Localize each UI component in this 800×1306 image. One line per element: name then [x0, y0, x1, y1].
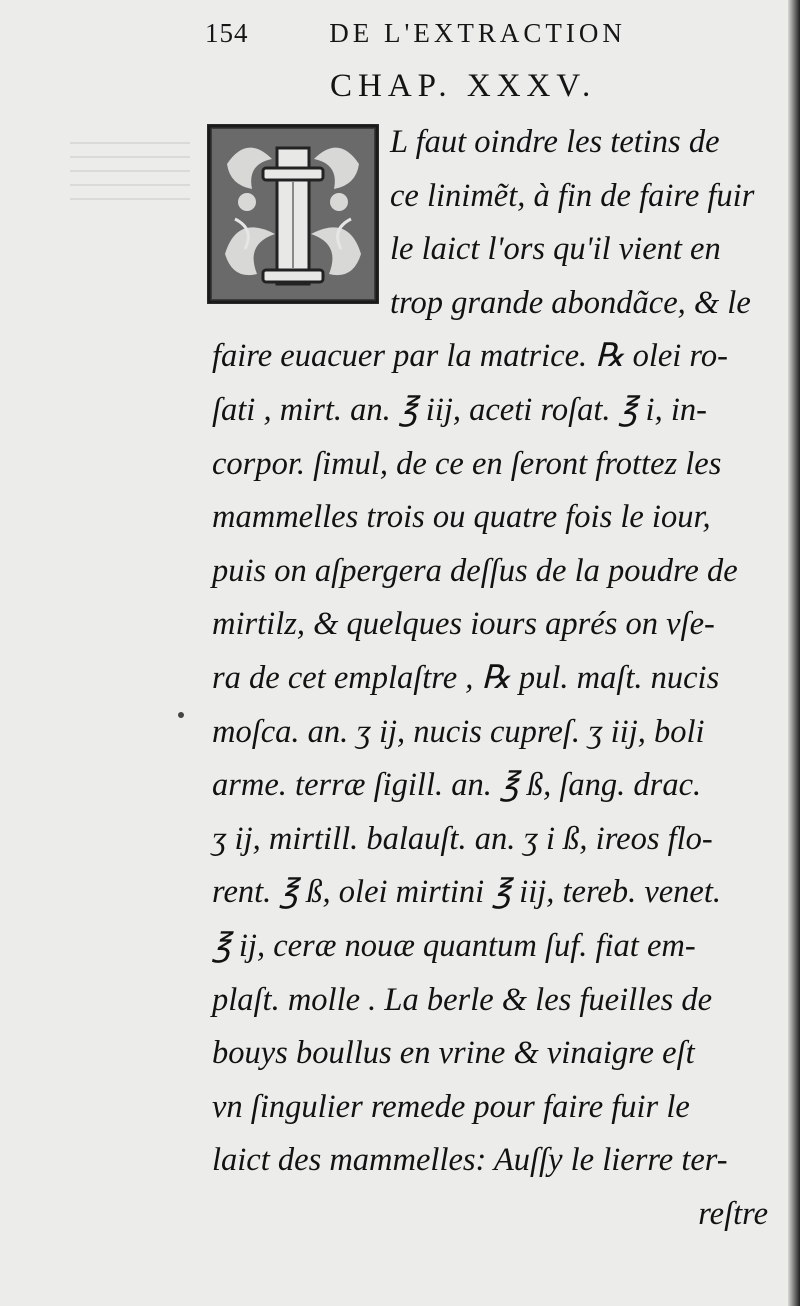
text-line: ʒ ij, mirtill. balauſt. an. ʒ i ß, ireos flo- — [212, 820, 713, 857]
running-head — [205, 18, 626, 49]
text-line: mirtilz, & quelques iours aprés on vſe- — [212, 606, 715, 643]
text-line: ℥ ij, ceræ nouæ quantum ſuf. fiat em- — [212, 927, 696, 964]
page-gutter — [788, 0, 800, 1306]
chapter-heading: CHAP. XXXV. — [330, 68, 597, 104]
text-line: le laict l'ors qu'il vient en — [390, 231, 721, 268]
body-text — [212, 116, 784, 1241]
text-line: laict des mammelles: Auſſy le lierre ter- — [212, 1142, 728, 1179]
text-line: moſca. an. ʒ ij, nucis cupreſ. ʒ iij, boli — [212, 713, 705, 750]
ink-speck — [178, 712, 184, 718]
catchword: reſtre — [698, 1195, 768, 1232]
text-line: bouys boullus en vrine & vinaigre eſt — [212, 1035, 695, 1072]
text-line: L faut oindre les tetins de — [390, 124, 720, 160]
text-line: ra de cet emplaſtre , ℞ pul. maſt. nucis — [212, 659, 720, 696]
text-line: rent. ℥ ß, olei mirtini ℥ iij, tereb. venet. — [212, 874, 722, 911]
page-number: 154 — [205, 18, 249, 48]
text-line: faire euacuer par la matrice. ℞ olei ro- — [212, 338, 728, 375]
text-line: vn ſingulier remede pour faire fuir le — [212, 1088, 690, 1125]
text-line: ce linimẽt, à fin de faire fuir — [390, 177, 755, 214]
text-line: plaſt. molle . La berle & les fueilles de — [212, 981, 713, 1018]
text-line: ſati , mirt. an. ℥ iij, aceti roſat. ℥ i, in- — [212, 391, 707, 428]
text-line: mammelles trois ou quatre fois le iour, — [212, 499, 711, 536]
show-through — [70, 130, 190, 200]
text-line: trop grande abondãce, & le — [390, 284, 751, 321]
text-line: puis on aſpergera deſſus de la poudre de — [212, 552, 738, 589]
running-title: DE L'EXTRACTION — [329, 18, 626, 48]
text-line: arme. terræ ſigill. an. ℥ ß, ſang. drac. — [212, 767, 702, 804]
text-line: corpor. ſimul, de ce en ſeront frottez les — [212, 445, 722, 482]
